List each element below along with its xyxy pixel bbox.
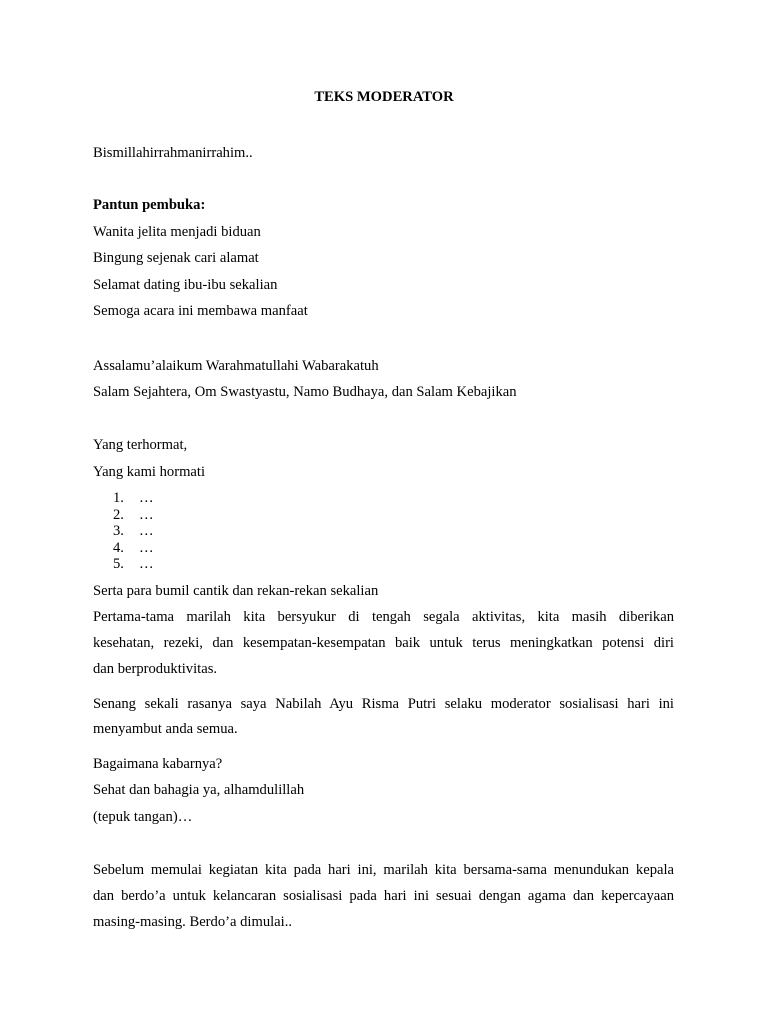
list-number: 4. xyxy=(113,540,124,556)
list-item xyxy=(113,507,154,524)
document-title: TEKS MODERATOR xyxy=(314,89,454,105)
dialog-line: (tepuk tangan)… xyxy=(93,809,193,825)
paragraph-line: menyambut anda semua. xyxy=(93,721,238,737)
paragraph-line: kesehatan, rezeki, dan kesempatan-kesempatan baik untuk terus meningkatkan potensi diri xyxy=(93,635,674,651)
paragraph-line: Sebelum memulai kegiatan kita pada hari ini, marilah kita bersama-sama menundukan kepala xyxy=(93,862,674,878)
dialog-line: Sehat dan bahagia ya, alhamdulillah xyxy=(93,782,305,798)
list-number: 5. xyxy=(113,556,124,572)
opening-line: Bismillahirrahmanirrahim.. xyxy=(93,145,253,161)
list-item xyxy=(113,523,154,540)
greeting-line: Assalamu’alaikum Warahmatullahi Wabarakatuh xyxy=(93,358,379,374)
paragraph-line: Senang sekali rasanya saya Nabilah Ayu Risma Putri selaku moderator sosialisasi hari ini xyxy=(93,696,674,712)
paragraph-line: dan berproduktivitas. xyxy=(93,661,218,677)
list-text: … xyxy=(139,490,154,506)
list-number: 1. xyxy=(113,490,124,506)
pantun-line: Selamat dating ibu-ibu sekalian xyxy=(93,277,278,293)
list-number: 3. xyxy=(113,523,124,539)
paragraph-line: masing-masing. Berdo’a dimulai.. xyxy=(93,914,293,930)
list-item xyxy=(113,556,154,573)
pantun-line: Bingung sejenak cari alamat xyxy=(93,250,259,266)
dialog-line: Bagaimana kabarnya? xyxy=(93,756,223,772)
list-text: … xyxy=(139,523,154,539)
list-text: … xyxy=(139,556,154,572)
pantun-line: Wanita jelita menjadi biduan xyxy=(93,224,261,240)
paragraph-line: dan berdo’a untuk kelancaran sosialisasi pada hari ini sesuai dengan agama dan kepercayaan xyxy=(93,888,674,904)
greeting-line: Salam Sejahtera, Om Swastyastu, Namo Budhaya, dan Salam Kebajikan xyxy=(93,384,517,400)
list-number: 2. xyxy=(113,507,124,523)
list-text: … xyxy=(139,540,154,556)
respect-line: Yang kami hormati xyxy=(93,464,206,480)
list-text: … xyxy=(139,507,154,523)
pantun-heading: Pantun pembuka: xyxy=(93,197,206,213)
list-item xyxy=(113,490,154,507)
respect-line: Yang terhormat, xyxy=(93,437,188,453)
pantun-line: Semoga acara ini membawa manfaat xyxy=(93,303,308,319)
paragraph-line: Pertama-tama marilah kita bersyukur di tengah segala aktivitas, kita masih diberikan xyxy=(93,609,674,625)
list-item xyxy=(113,540,154,557)
respect-closing: Serta para bumil cantik dan rekan-rekan sekalian xyxy=(93,583,379,599)
